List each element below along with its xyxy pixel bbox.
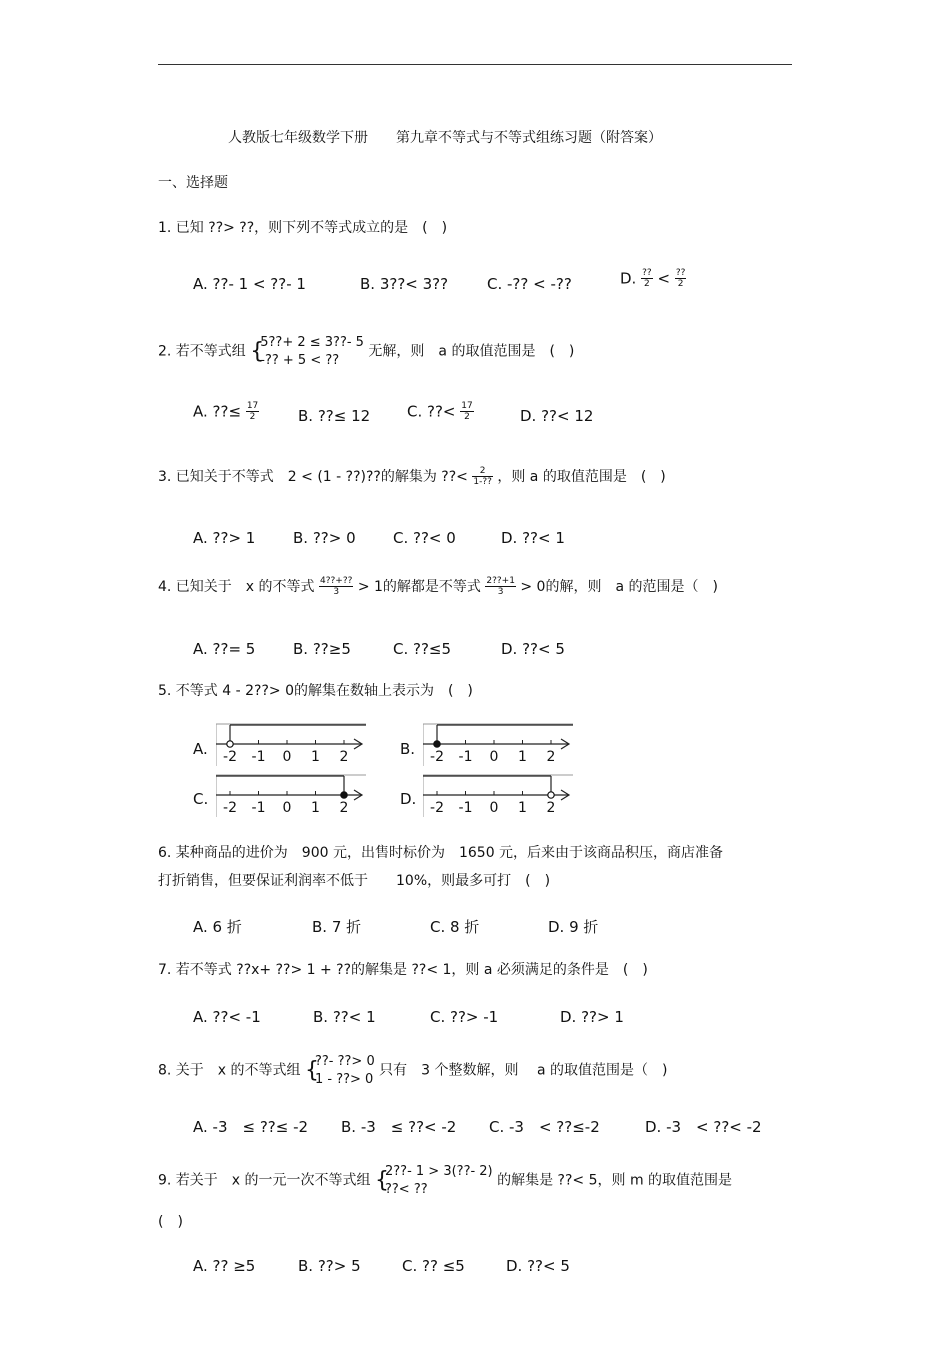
question-7-option-d: D. ??> 1 xyxy=(560,1008,624,1026)
question-3-option-d: D. ??< 1 xyxy=(501,529,565,547)
question-6-line-2: 打折销售，但要保证利润率不低于 10%，则最多可打 ( ) xyxy=(158,873,551,889)
question-1-option-d-operator: < xyxy=(657,269,671,288)
tick-label: -1 xyxy=(458,800,473,816)
question-1-option-a: A. ??- 1 < ??- 1 xyxy=(193,275,306,293)
question-7-option-a: A. ??< -1 xyxy=(193,1008,261,1026)
tick-label: 1 xyxy=(311,800,320,816)
top-rule xyxy=(158,64,792,65)
question-5-option-b-label: B. xyxy=(400,740,416,758)
question-2-prefix: 2. 若不等式组 xyxy=(158,343,246,360)
number-line-d xyxy=(423,773,575,819)
question-2-suffix: 无解，则 a 的取值范围是 ( ) xyxy=(368,343,575,360)
question-4-stem: 4. 已知关于 x 的不等式 $\frac{4??+??}{3}$ > 1的解都是不等式 $\frac{2??+1}{3}$ > 0的解，则 a 的范围是（ ) xyxy=(158,576,718,598)
question-3-option-a: A. ??> 1 xyxy=(193,529,256,547)
question-2-option-c: C. ??< $\frac{17}{2}$ xyxy=(407,401,473,423)
tick-label: 2 xyxy=(339,800,349,816)
question-2-stem xyxy=(158,334,574,369)
question-5-option-a-label: A. xyxy=(193,740,208,758)
question-1-option-d-fraction-2: $\frac{??}{2}$ xyxy=(675,268,686,290)
tick-label: 0 xyxy=(489,800,499,816)
tick-label: -1 xyxy=(458,749,473,765)
question-3-stem: 3. 已知关于不等式 2 < (1 - ??)??的解集为 ??< $\frac{2}{1-??}$ ，则 a 的取值范围是 ( ) xyxy=(158,466,666,488)
question-3-option-b: B. ??> 0 xyxy=(293,529,356,547)
tick-label: -2 xyxy=(430,800,444,816)
number-line-a xyxy=(216,722,368,768)
question-8-stem: 8. 关于 x 的不等式组 { ??- ??> 0 1 - ??> 0 只有 3 个整数解，则 a 的取值范围是（ ) xyxy=(158,1054,668,1087)
question-8-option-c: C. -3 < ??≤-2 xyxy=(489,1118,600,1136)
question-8-option-b: B. -3 ≤ ??< -2 xyxy=(341,1118,457,1136)
question-1-option-d xyxy=(620,268,686,290)
question-1-option-c: C. -?? < -?? xyxy=(487,275,572,293)
number-line-c xyxy=(216,773,368,819)
question-2-option-a: A. ??≤ $\frac{17}{2}$ xyxy=(193,401,259,423)
section-heading: 一、选择题 xyxy=(158,175,228,191)
tick-label: -2 xyxy=(223,749,237,765)
question-1-option-d-prefix: D. xyxy=(620,269,637,288)
question-1-option-d-fraction-1: $\frac{??}{2}$ xyxy=(642,268,652,290)
question-2-system: { 5??+ 2 ≤ 3??- 5 -?? + 5 < ?? xyxy=(250,335,364,368)
tick-label: -2 xyxy=(430,749,444,765)
question-8-system: { ??- ??> 0 1 - ??> 0 xyxy=(305,1054,375,1087)
tick-label: 0 xyxy=(282,800,292,816)
tick-label: 1 xyxy=(518,749,527,765)
question-7-stem: 7. 若不等式 ??x+ ??> 1 + ??的解集是 ??< 1，则 a 必须满足的条件是 ( ) xyxy=(158,962,648,978)
page-title: 人教版七年级数学下册 第九章不等式与不等式组练习题（附答案） xyxy=(228,130,662,146)
question-9-option-b: B. ??> 5 xyxy=(298,1257,361,1275)
question-7-option-b: B. ??< 1 xyxy=(313,1008,376,1026)
question-8-option-a: A. -3 ≤ ??≤ -2 xyxy=(193,1118,309,1136)
question-9-stem: 9. 若关于 x 的一元一次不等式组 { 2??- 1 > 3(??- 2) ??< ?? 的解集是 ??< 5，则 m 的取值范围是 xyxy=(158,1164,733,1197)
question-9-option-d: D. ??< 5 xyxy=(506,1257,570,1275)
question-4-option-a: A. ??= 5 xyxy=(193,640,256,658)
tick-label: -2 xyxy=(223,800,237,816)
question-6-option-a: A. 6 折 xyxy=(193,918,242,936)
tick-label: 0 xyxy=(282,749,292,765)
question-5-option-c-label: C. xyxy=(193,790,209,808)
question-3-option-c: C. ??< 0 xyxy=(393,529,456,547)
solid-dot xyxy=(434,741,440,747)
tick-label: 2 xyxy=(546,749,556,765)
tick-label: 2 xyxy=(339,749,349,765)
question-4-option-b: B. ??≥5 xyxy=(293,640,351,658)
open-dot xyxy=(227,741,233,747)
question-4-option-d: D. ??< 5 xyxy=(501,640,565,658)
question-2-option-d: D. ??< 12 xyxy=(520,407,594,425)
question-6-option-c: C. 8 折 xyxy=(430,918,480,936)
question-9-system: { 2??- 1 > 3(??- 2) ??< ?? xyxy=(375,1164,493,1197)
question-9-option-a: A. ?? ≥5 xyxy=(193,1257,256,1275)
tick-label: -1 xyxy=(251,749,266,765)
question-2-option-b: B. ??≤ 12 xyxy=(298,407,371,425)
tick-label: -1 xyxy=(251,800,266,816)
solid-dot xyxy=(341,792,347,798)
question-6-option-d: D. 9 折 xyxy=(548,918,599,936)
question-6-line-1: 6. 某种商品的进价为 900 元，出售时标价为 1650 元，后来由于该商品积压，商店准备 xyxy=(158,845,724,861)
tick-label: 1 xyxy=(518,800,527,816)
tick-label: 2 xyxy=(546,800,556,816)
question-9-option-c: C. ?? ≤5 xyxy=(402,1257,465,1275)
question-7-option-c: C. ??> -1 xyxy=(430,1008,499,1026)
question-9-paren: ( ) xyxy=(158,1214,183,1230)
open-dot xyxy=(548,792,554,798)
number-line-b xyxy=(423,722,575,768)
tick-label: 1 xyxy=(311,749,320,765)
question-4-option-c: C. ??≤5 xyxy=(393,640,452,658)
question-5-option-d-label: D. xyxy=(400,790,417,808)
question-1-option-b: B. 3??< 3?? xyxy=(360,275,449,293)
question-6-option-b: B. 7 折 xyxy=(312,918,362,936)
tick-label: 0 xyxy=(489,749,499,765)
question-1-stem: 1. 已知 ??> ??，则下列不等式成立的是 ( ) xyxy=(158,220,448,236)
question-5-stem: 5. 不等式 4 - 2??> 0的解集在数轴上表示为 ( ) xyxy=(158,683,473,699)
question-8-option-d: D. -3 < ??< -2 xyxy=(645,1118,762,1136)
